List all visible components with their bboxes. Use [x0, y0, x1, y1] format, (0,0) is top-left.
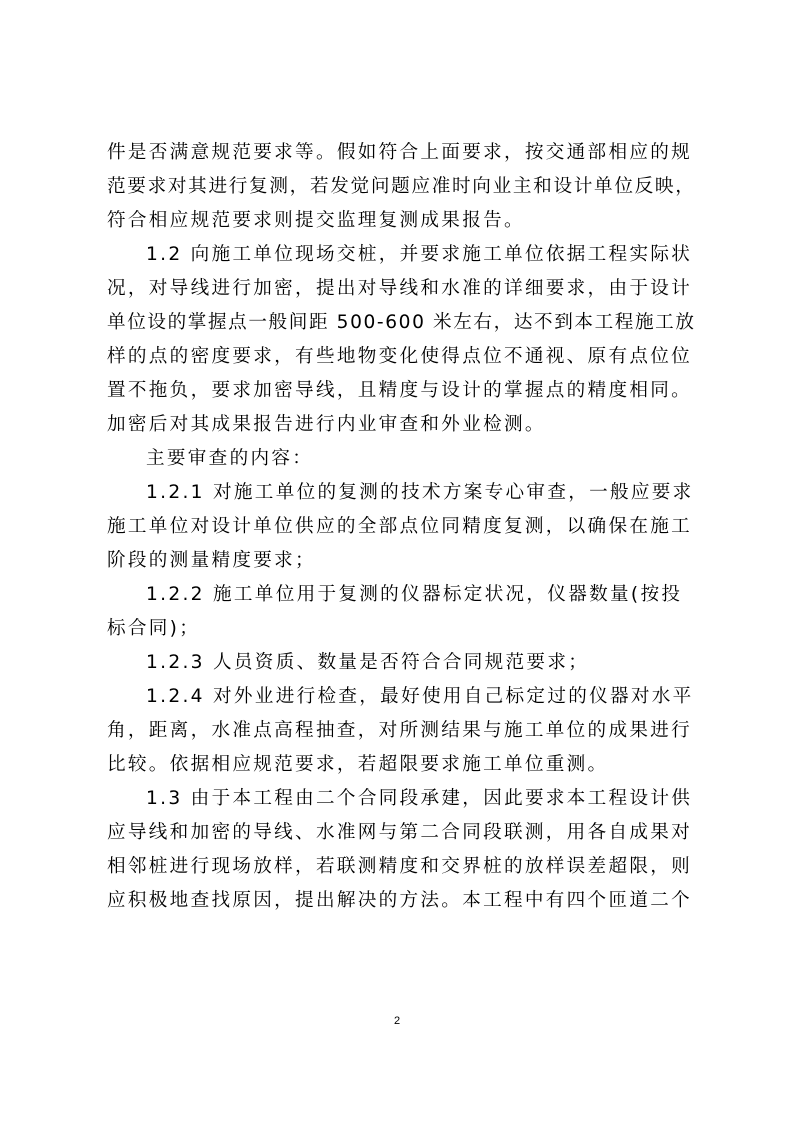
text-line: 角，距离，水准点高程抽查，对所测结果与施工单位的成果进行 [107, 720, 693, 741]
text-line: 标合同)； [107, 618, 201, 639]
text-line: 1.2.1 对施工单位的复测的技术方案专心审查，一般应要求 [146, 482, 694, 503]
text-line: 件是否满意规范要求等。假如符合上面要求，按交通部相应的规 [107, 142, 693, 163]
text-line: 相邻桩进行现场放样，若联测精度和交界桩的放样误差超限，则 [107, 856, 693, 877]
text-line: 施工单位对设计单位供应的全部点位同精度复测，以确保在施工 [107, 516, 693, 537]
page-number: 2 [393, 1015, 401, 1027]
text-line: 1.2.3 人员资质、数量是否符合合同规范要求； [146, 652, 590, 673]
text-line: 置不拖负，要求加密导线，且精度与设计的掌握点的精度相同。 [107, 380, 693, 401]
text-line: 1.3 由于本工程由二个合同段承建，因此要求本工程设计供 [146, 788, 693, 809]
text-line: 符合相应规范要求则提交监理复测成果报告。 [107, 210, 525, 231]
text-line: 主要审查的内容： [146, 448, 314, 469]
text-line: 应导线和加密的导线、水准网与第二合同段联测，用各自成果对 [107, 822, 693, 843]
text-line: 1.2.2 施工单位用于复测的仪器标定状况，仪器数量(按投 [146, 584, 683, 605]
text-line: 况，对导线进行加密，提出对导线和水准的详细要求，由于设计 [107, 278, 693, 299]
text-line: 比较。依据相应规范要求，若超限要求施工单位重测。 [107, 754, 609, 775]
text-line: 应积极地查找原因，提出解决的方法。本工程中有四个匝道二个 [107, 890, 693, 911]
text-line: 单位设的掌握点一般间距 500-600 米左右，达不到本工程施工放 [107, 312, 696, 333]
text-line: 范要求对其进行复测，若发觉问题应准时向业主和设计单位反映， [107, 176, 696, 197]
text-line: 加密后对其成果报告进行内业审查和外业检测。 [107, 414, 546, 435]
text-line: 1.2 向施工单位现场交桩，并要求施工单位依据工程实际状 [146, 244, 693, 265]
text-line: 样的点的密度要求，有些地物变化使得点位不通视、原有点位位 [107, 346, 693, 367]
text-line: 1.2.4 对外业进行检查，最好使用自己标定过的仪器对水平 [146, 686, 694, 707]
text-line: 阶段的测量精度要求； [107, 550, 316, 571]
